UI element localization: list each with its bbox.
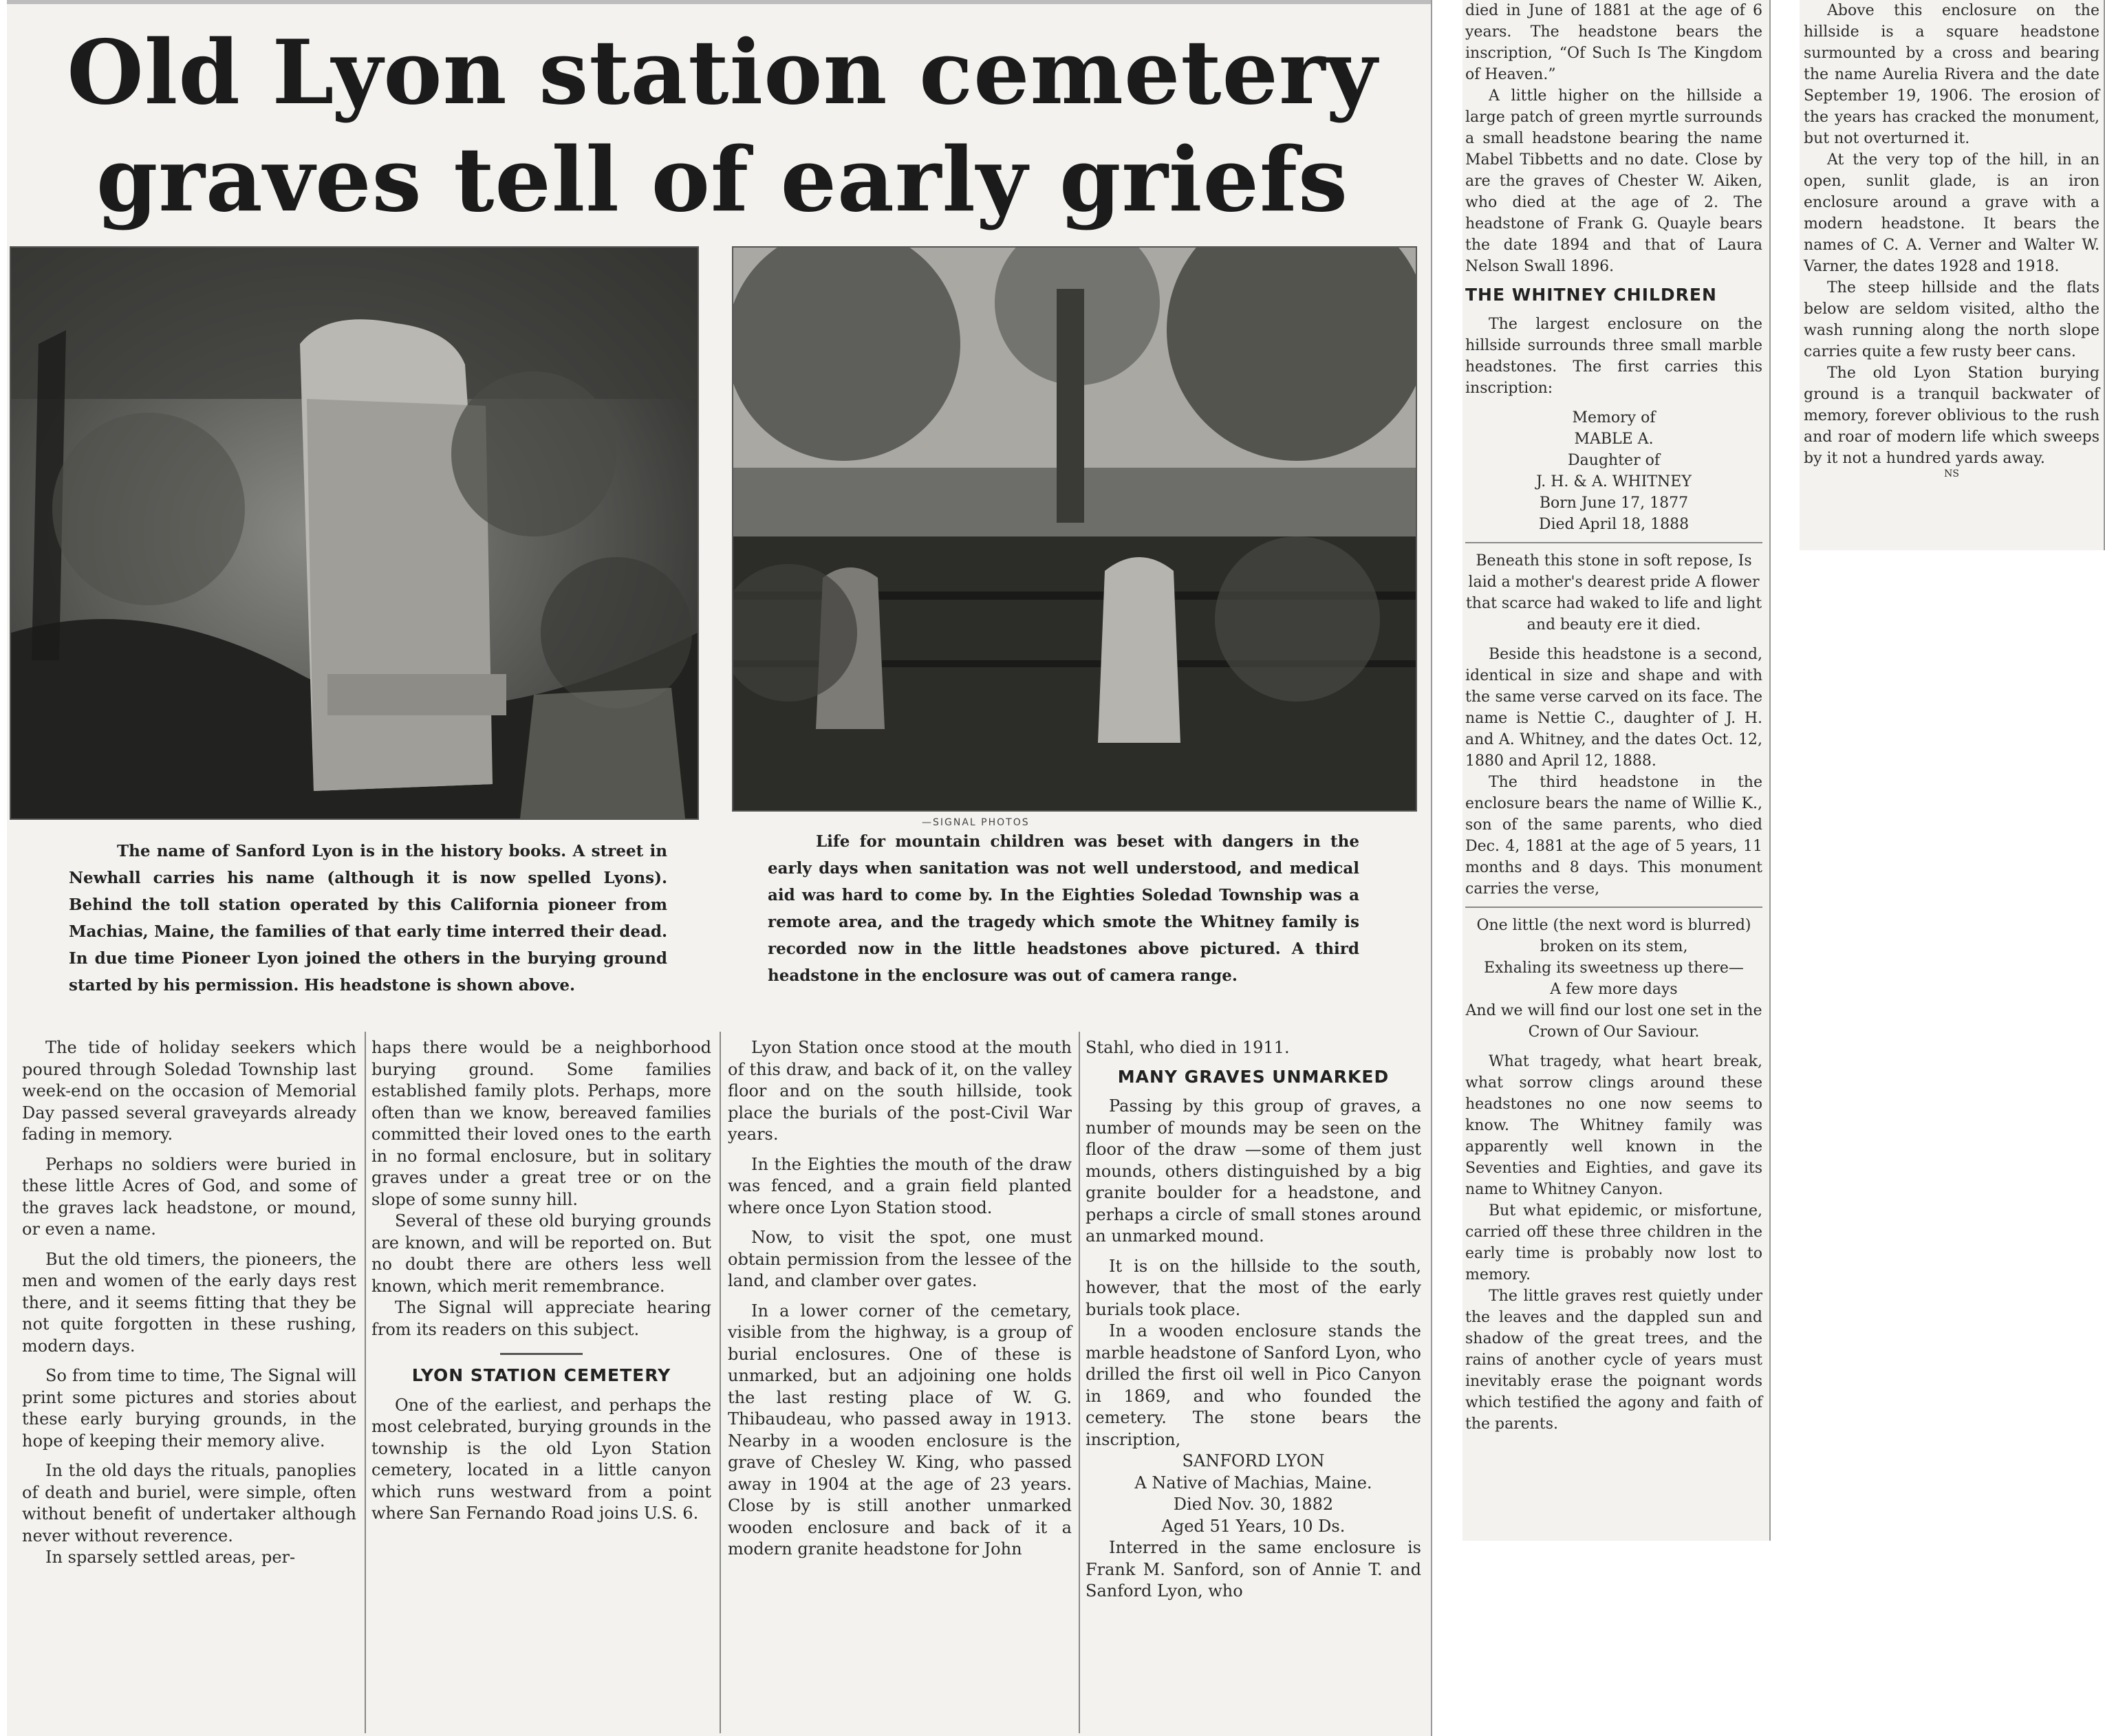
paragraph: In the old days the rituals, panoplies of death and buriel, were simple, often without benefit of undertaker although never without reverence. <box>22 1461 356 1545</box>
top-rule <box>7 0 1431 4</box>
inscription-line: Died April 18, 1888 <box>1538 516 1690 533</box>
inscription-line: J. H. & A. WHITNEY <box>1536 473 1692 490</box>
verse-line: Exhaling its sweetness up there— <box>1484 959 1744 977</box>
section-rule <box>500 1353 583 1355</box>
inscription-line: Died Nov. 30, 1882 <box>1173 1495 1334 1514</box>
headline <box>34 19 1410 234</box>
paragraph: The tide of holiday seekers which poured through Soledad Township last week-end on the occasion of Memorial Day passed several graveyards already fading in memory. <box>22 1038 356 1144</box>
section-heading: THE WHITNEY CHILDREN <box>1465 285 1717 305</box>
verse-line: And we will find our lost one set in the Crown of Our Saviour. <box>1465 1002 1762 1041</box>
article-column-5 <box>1465 0 1762 1435</box>
article-column-3 <box>728 1037 1072 1561</box>
caption-right: Life for mountain children was beset with dangers in the early days when sanitation was not well understood, and medical aid was hard to come by. In the Eighties Soledad Township was a remote area, and the tragedy which smote the Whitney family is recorded now in the little headstones above pictured. A third headstone in the enclosure was out of camera range. <box>768 832 1359 985</box>
verse: Beneath this stone in soft repose, Is laid a mother's dearest pride A flower that scarce had waked to life and light and beauty ere it died. <box>1465 552 1762 633</box>
paragraph: At the very top of the hill, in an open, sunlit glade, is an iron enclosure around a grave with a modern headstone. It bears the names of C. A. Verner and Walter W. Varner, the dates 1928 and 1918. <box>1804 151 2099 275</box>
inscription-line: A Native of Machias, Maine. <box>1134 1473 1372 1493</box>
column-rule <box>720 1032 721 1733</box>
paragraph: Several of these old burying grounds are known, and will be reported on. But no doubt there are others less well known, which merit remembrance. <box>371 1211 711 1296</box>
article-column-4 <box>1086 1037 1421 1603</box>
inscription-line: MABLE A. <box>1574 431 1654 448</box>
verse-line: A few more days <box>1550 981 1678 998</box>
section-heading: MANY GRAVES UNMARKED <box>1117 1066 1390 1087</box>
paragraph: Interred in the same enclosure is Frank M. Sanford, son of Annie T. and Sanford Lyon, who <box>1086 1538 1421 1601</box>
paragraph: So from time to time, The Signal will print some pictures and stories about these early burying grounds, in the hope of keeping their memory alive. <box>22 1366 356 1451</box>
paragraph: died in June of 1881 at the age of 6 years. The headstone bears the inscription, “Of Such Is The Kingdom of Heaven.” <box>1465 2 1762 83</box>
paragraph: One of the earliest, and perhaps the most celebrated, burying grounds in the township is the old Lyon Station cemetery, located in a little canyon which runs westward from a point where San Fernando Road joins U.S. 6. <box>371 1395 711 1523</box>
headstone-photo <box>10 246 699 820</box>
photo-credit: —SIGNAL PHOTOS <box>922 817 1030 828</box>
section-heading: LYON STATION CEMETERY <box>411 1365 671 1385</box>
paragraph: Beside this headstone is a second, identical in size and shape and with the same verse carved on its face. The name is Nettie C., daughter of J. H. and A. Whitney, and the dates Oct. 12, 1880 and April 12, 1888. <box>1465 646 1762 770</box>
article-column-6 <box>1804 0 2099 479</box>
box-rule <box>1465 542 1762 543</box>
author-signature: NS <box>1944 468 1959 479</box>
inscription-line: SANFORD LYON <box>1182 1451 1325 1471</box>
paragraph: The steep hillside and the flats below are seldom visited, altho the wash running along the north slope carries quite a few rusty beer cans. <box>1804 279 2099 360</box>
headline-line-2: graves tell of early griefs <box>96 129 1349 232</box>
enclosure-photo <box>732 246 1417 812</box>
paragraph: But the old timers, the pioneers, the men and women of the early days rest there, and it seems fitting that they be not quite forgotten in these rushing, modern days. <box>22 1249 356 1356</box>
paragraph: Stahl, who died in 1911. <box>1086 1038 1290 1057</box>
paragraph: A little higher on the hillside a large patch of green myrtle surrounds a small headstone bearing the name Mabel Tibbetts and no date. Close by are the graves of Chester W. Aiken, who died at the age of 2. The headstone of Frank G. Quayle bears the date 1894 and that of Laura Nelson Swall 1896. <box>1465 87 1762 275</box>
paragraph: In a lower corner of the cemetary, visible from the highway, is a group of burial enclosures. One of these is unmarked, but an adjoining one holds the last resting place of W. G. Thibaudeau, who passed away in 1913. Nearby in a wooden enclosure is the grave of Chesley W. King, who passed away in 1904 at the age of 23 years. Close by is still another unmarked wooden enclosure and back of it a modern granite headstone for John <box>728 1301 1072 1559</box>
paragraph: Above this enclosure on the hillside is a square headstone surmounted by a cross and bearing the name Aurelia Rivera and the date September 19, 1906. The erosion of the years has cracked the monument, but not overturned it. <box>1804 2 2099 147</box>
paragraph: The old Lyon Station burying ground is a tranquil backwater of memory, forever oblivious to the rush and roar of modern life which sweeps by it not a hundred yards away. <box>1804 365 2099 467</box>
column-rule <box>365 1032 366 1733</box>
paragraph: But what epidemic, or misfortune, carried off these three children in the early time is probably now lost to memory. <box>1465 1202 1762 1283</box>
paragraph: What tragedy, what heart break, what sorrow clings around these headstones no one now seems to know. The Whitney family was apparently well known in the Seventies and Eighties, and gave its name to Whitney Canyon. <box>1465 1053 1762 1198</box>
paragraph: The third headstone in the enclosure bears the name of Willie K., son of the same parents, who died Dec. 4, 1881 at the age of 5 years, 11 months and 8 days. This monument carries the verse, <box>1465 774 1762 898</box>
article-column-2 <box>371 1037 711 1525</box>
headline-line-1: Old Lyon station cemetery <box>67 21 1378 124</box>
inscription-line: Daughter of <box>1568 452 1660 469</box>
paragraph: In a wooden enclosure stands the marble headstone of Sanford Lyon, who drilled the first oil well in Pico Canyon in 1869, and who founded the cemetery. The stone bears the inscription, <box>1086 1321 1421 1449</box>
box-rule <box>1465 907 1762 908</box>
paragraph: In the Eighties the mouth of the draw was fenced, and a grain field planted where once Lyon Station stood. <box>728 1154 1072 1217</box>
paragraph: The Signal will appreciate hearing from its readers on this subject. <box>371 1298 711 1339</box>
paragraph: In sparsely settled areas, per- <box>45 1548 296 1567</box>
paragraph: It is on the hillside to the south, however, that the most of the early burials took place. <box>1086 1256 1421 1319</box>
inscription-line: Memory of <box>1572 409 1656 426</box>
inscription-line: Aged 51 Years, 10 Ds. <box>1161 1516 1346 1536</box>
caption-left: The name of Sanford Lyon is in the history books. A street in Newhall carries his name (although it is now spelled Lyons). Behind the toll station operated by this California pioneer from Machias, Maine, the families of that early time interred their dead. In due time Pioneer Lyon joined the others in the burying ground started by his permission. His headstone is shown above. <box>69 842 667 995</box>
paragraph: The largest enclosure on the hillside surrounds three small marble headstones. The first carries this inscription: <box>1465 316 1762 397</box>
paragraph: haps there would be a neighborhood burying ground. Some families established family plots. Perhaps, more often than we know, bereaved families committed their loved ones to the earth in no formal enclosure, but in solitary graves under a great tree or on the slope of some sunny hill. <box>371 1038 711 1209</box>
paragraph: Lyon Station once stood at the mouth of this draw, and back of it, on the valley floor and on the south hillside, took place the burials of the post-Civil War years. <box>728 1038 1072 1144</box>
inscription-line: Born June 17, 1877 <box>1539 495 1689 512</box>
paragraph: The little graves rest quietly under the leaves and the dappled sun and shadow of the great trees, and the rains of another cycle of years must inevitably erase the poignant words which testified the agony and faith of the parents. <box>1465 1288 1762 1433</box>
article-column-1 <box>22 1037 356 1569</box>
paragraph: Passing by this group of graves, a number of mounds may be seen on the floor of the draw —some of them just mounds, others distinguished by a big granite boulder for a headstone, and perhaps a circle of small stones around an unmarked mound. <box>1086 1096 1421 1246</box>
column-rule <box>1079 1032 1080 1733</box>
paragraph: Now, to visit the spot, one must obtain permission from the lessee of the land, and clamber over gates. <box>728 1228 1072 1290</box>
verse-line: One little (the next word is blurred) broken on its stem, <box>1476 917 1751 955</box>
paragraph: Perhaps no soldiers were buried in these little Acres of God, and some of the graves lack headstone, or mound, or even a name. <box>22 1154 356 1239</box>
